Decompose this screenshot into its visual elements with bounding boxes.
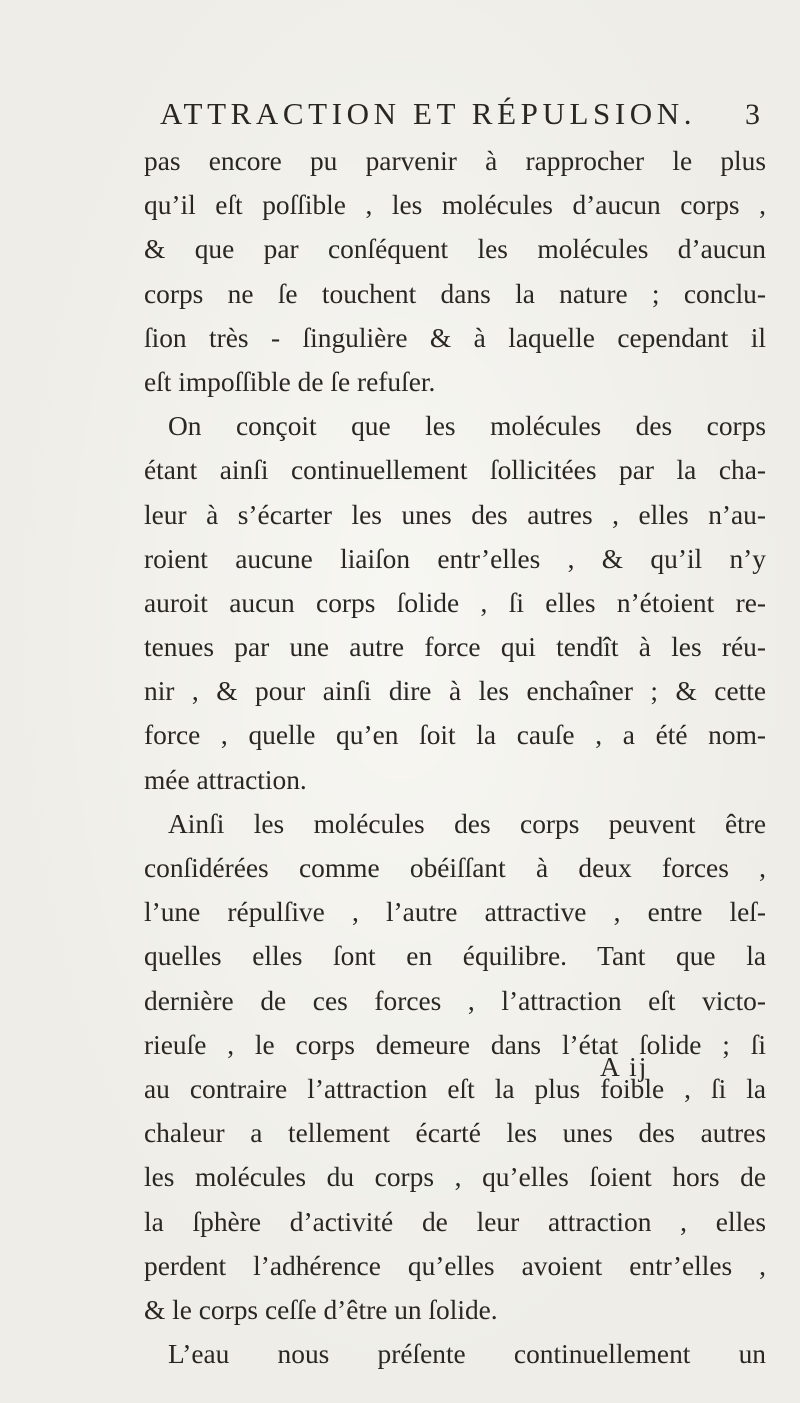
page-number: 3 — [745, 98, 760, 131]
text-line: rieuſe , le corps demeure dans l’état ſolide ; ſi — [144, 1029, 766, 1060]
text-line: mée attraction. — [144, 764, 307, 795]
text-line: corps ne ſe touchent dans la nature ; conclu- — [144, 278, 766, 309]
text-line: au contraire l’attraction eſt la plus foible , ſi la — [144, 1073, 766, 1104]
text-line: conſidérées comme obéiſſant à deux forces , — [144, 853, 766, 883]
text-line: eſt impoſſible de ſe refuſer. — [144, 366, 436, 397]
text-line: qu’il eſt poſſible , les molécules d’aucun corps , — [144, 190, 766, 221]
text-line: quelles elles ſont en équilibre. Tant que la — [144, 941, 766, 972]
text-line: pas encore pu parvenir à rapprocher le plus — [144, 146, 766, 176]
text-line: Ainſi les molécules des corps peuvent être — [168, 808, 766, 839]
text-line: la ſphère d’activité de leur attraction , elles — [144, 1206, 766, 1237]
text-line: On conçoit que les molécules des corps — [168, 411, 766, 442]
text-line: & le corps ceſſe d’être un ſolide. — [144, 1294, 498, 1325]
text-line: leur à s’écarter les unes des autres , elles n’au- — [144, 499, 766, 530]
body-text — [144, 139, 766, 1376]
text-line: ſion très - ſingulière & à laquelle cependant il — [144, 322, 766, 353]
text-line: nir , & pour ainſi dire à les enchaîner ; & cette — [144, 676, 766, 707]
signature-mark: A ij — [600, 1052, 649, 1082]
text-line: roient aucune liaiſon entr’elles , & qu’il n’y — [144, 543, 766, 574]
text-line: dernière de ces forces , l’attraction eſt victo- — [144, 985, 766, 1016]
running-head-title: ATTRACTION ET RÉPULSION. — [160, 96, 697, 131]
text-line: chaleur a tellement écarté les unes des autres — [144, 1118, 766, 1149]
text-line: l’une répulſive , l’autre attractive , entre leſ- — [144, 897, 766, 928]
text-line: auroit aucun corps ſolide , ſi elles n’étoient re- — [144, 587, 766, 618]
text-line: & que par conſéquent les molécules d’aucun — [144, 234, 766, 265]
text-line: force , quelle qu’en ſoit la cauſe , a été nom- — [144, 720, 766, 751]
text-line: L’eau nous préſente continuellement un — [168, 1339, 766, 1370]
text-line: tenues par une autre force qui tendît à les réu- — [144, 632, 766, 663]
text-line: les molécules du corps , qu’elles ſoient hors de — [144, 1162, 766, 1193]
text-line: étant ainſi continuellement ſollicitées par la cha- — [144, 455, 766, 486]
text-line: perdent l’adhérence qu’elles avoient entr’elles , — [144, 1250, 766, 1281]
